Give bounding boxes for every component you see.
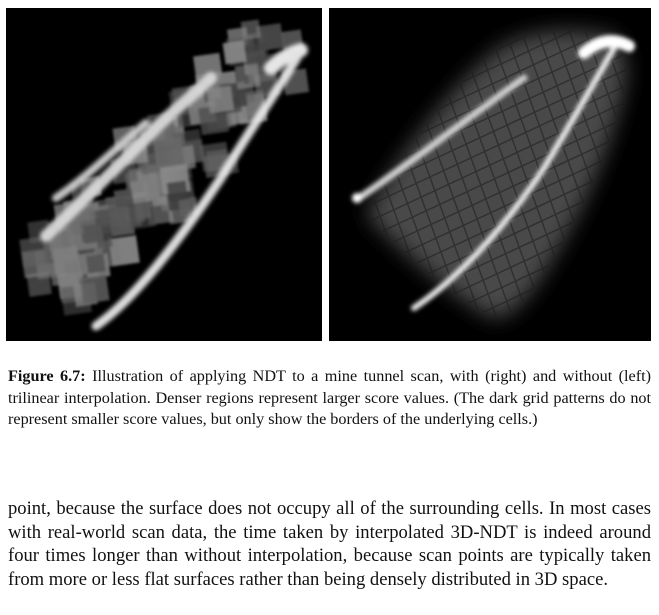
- figure-caption-text: Illustration of applying NDT to a mine tunnel scan, with (right) and without (left) trilinear interpolation. Denser regions represent larger score values. (The dark grid patterns do not represent smaller score values, but only show the borders of the underlying cells.): [8, 367, 651, 428]
- figure-caption: [8, 366, 651, 431]
- ndt-without-interpolation-image: [6, 8, 322, 341]
- ndt-with-interpolation-image: [329, 8, 651, 341]
- figure-label: Figure 6.7:: [8, 367, 86, 385]
- body-paragraph: point, because the surface does not occupy all of the surrounding cells. In most cases with real-world scan data, the time taken by interpolated 3D-NDT is indeed around four times longer than without interpolation, because scan points are typically taken from more or less flat surfaces rather than being densely distributed in 3D space.: [8, 498, 651, 590]
